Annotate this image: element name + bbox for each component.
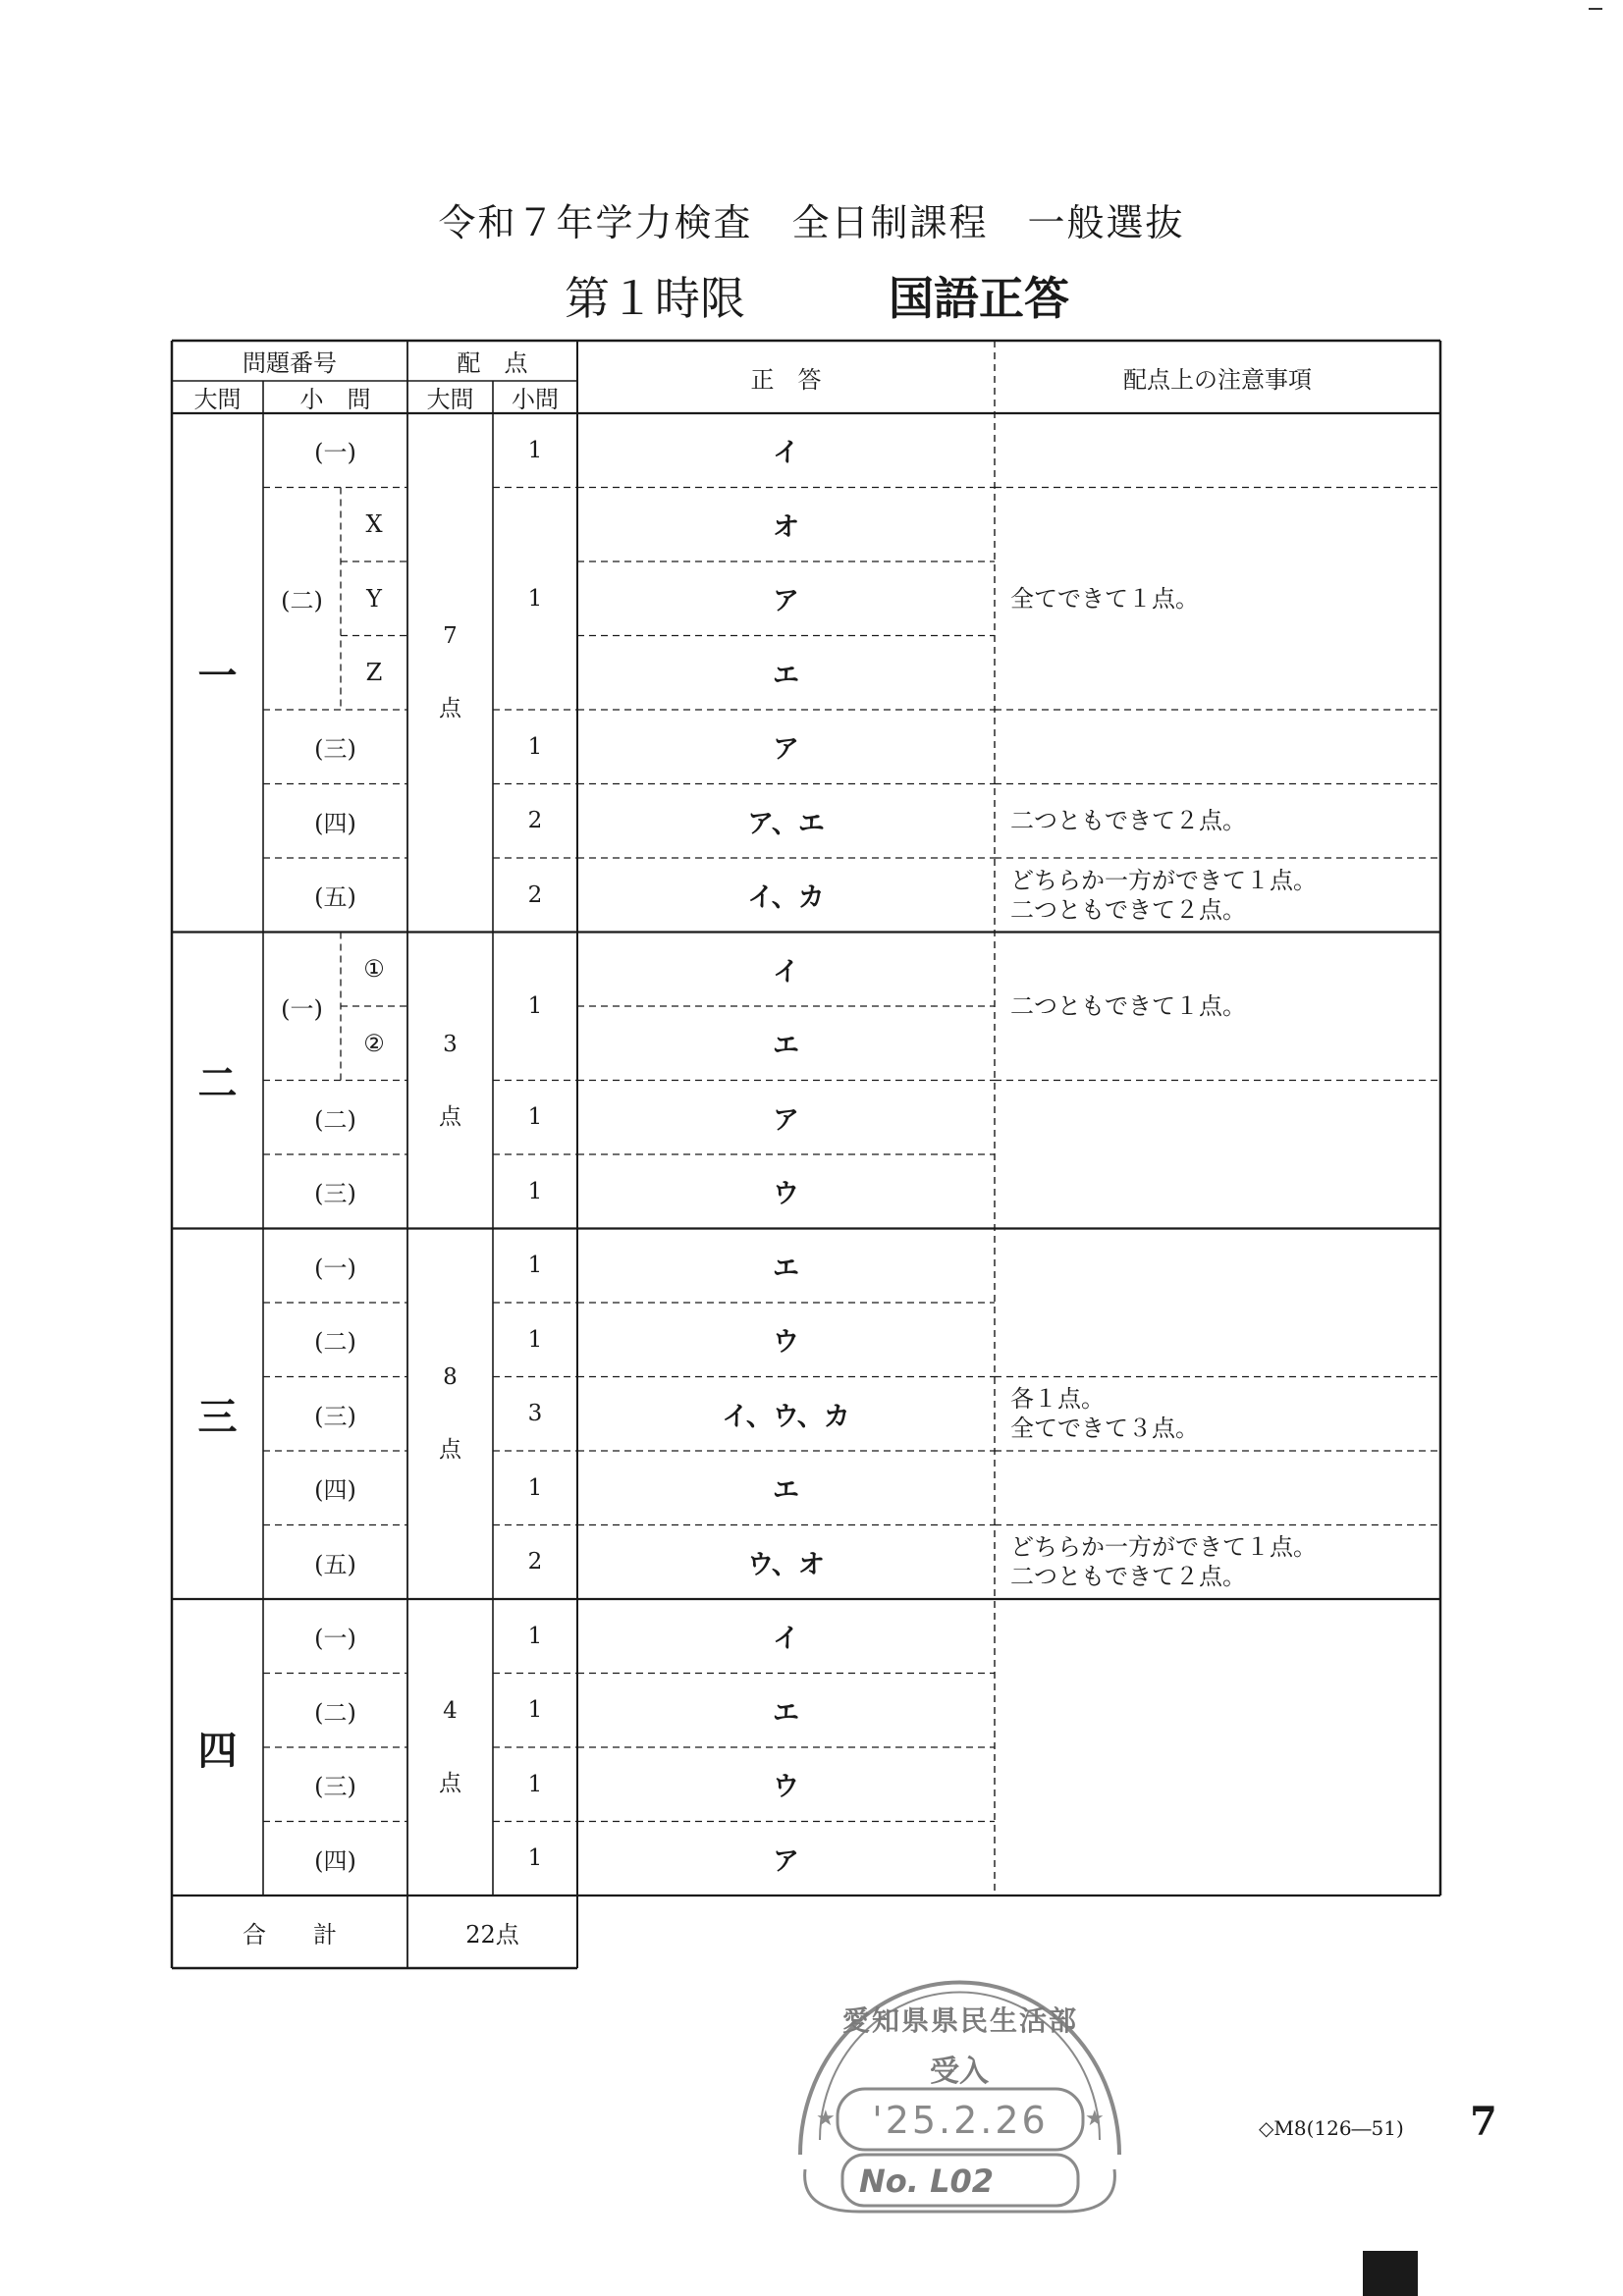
question-points: 1 bbox=[527, 1697, 543, 1724]
question-number: (四) bbox=[314, 1846, 356, 1875]
header-small-q: 小 問 bbox=[299, 386, 371, 413]
question-points: 1 bbox=[527, 1845, 543, 1872]
note-cell bbox=[1010, 858, 1440, 933]
question-points: 1 bbox=[527, 437, 543, 463]
page-number: 7 bbox=[1470, 2099, 1497, 2145]
registration-mark bbox=[1363, 2251, 1418, 2296]
section-label: 二 bbox=[197, 1061, 238, 1106]
sub-question-label: Y bbox=[366, 584, 382, 613]
question-number: (三) bbox=[314, 1180, 356, 1208]
total-value: 22点 bbox=[465, 1920, 519, 1949]
stamp-date: '25.2.26 bbox=[872, 2099, 1049, 2142]
answer-cell: ウ bbox=[773, 1772, 799, 1803]
section-points bbox=[407, 1599, 493, 1896]
answer-cell: ウ bbox=[773, 1327, 799, 1359]
question-points: 2 bbox=[527, 808, 543, 834]
note-text: 二つともできて２点。 bbox=[1010, 807, 1246, 835]
question-number: (四) bbox=[314, 1476, 356, 1505]
header-points-large: 大問 bbox=[426, 386, 474, 413]
question-number: (一) bbox=[281, 994, 323, 1023]
question-number: (二) bbox=[314, 1328, 356, 1357]
section-points-unit: 点 bbox=[439, 1103, 461, 1130]
question-number: (二) bbox=[281, 587, 323, 615]
question-points: 1 bbox=[527, 1178, 543, 1204]
note-text: 全てできて１点。 bbox=[1010, 584, 1199, 613]
answer-cell: ア bbox=[773, 734, 799, 766]
section-points-unit: 点 bbox=[439, 696, 461, 722]
stamp-received: 受入 bbox=[930, 2055, 989, 2089]
header-notes: 配点上の注意事項 bbox=[1123, 365, 1312, 394]
answer-cell: エ bbox=[773, 660, 799, 691]
question-number: (三) bbox=[314, 1402, 356, 1430]
answer-cell: エ bbox=[773, 1697, 799, 1729]
question-points: 1 bbox=[527, 1771, 543, 1797]
stamp-number: No. L02 bbox=[859, 2163, 994, 2200]
answer-cell: ア bbox=[773, 586, 799, 617]
answer-cell: ウ、オ bbox=[747, 1549, 825, 1580]
answer-cell: イ、カ bbox=[747, 882, 825, 914]
answer-cell: イ bbox=[773, 438, 799, 469]
note-text: 各１点。 全てできて３点。 bbox=[1010, 1385, 1199, 1443]
question-points: 1 bbox=[527, 733, 543, 760]
header-points: 配 点 bbox=[457, 349, 528, 377]
section-label: 三 bbox=[197, 1394, 238, 1440]
question-number: (四) bbox=[314, 809, 356, 837]
answer-cell: エ bbox=[773, 1475, 799, 1507]
answer-cell: ア、エ bbox=[747, 808, 825, 839]
note-cell bbox=[1010, 488, 1440, 711]
header-problem-no: 問題番号 bbox=[243, 349, 337, 377]
answer-cell: ア bbox=[773, 1104, 799, 1136]
section-points bbox=[407, 1229, 493, 1600]
svg-text:★: ★ bbox=[1085, 2107, 1105, 2131]
answer-cell: ア bbox=[773, 1845, 799, 1877]
note-text: どちらか一方ができて１点。 二つともできて２点。 bbox=[1010, 866, 1317, 924]
note-text: 二つともできて１点。 bbox=[1010, 992, 1246, 1020]
question-points: 2 bbox=[527, 881, 543, 908]
question-number: (五) bbox=[314, 1550, 356, 1578]
question-points: 1 bbox=[527, 585, 543, 612]
answer-cell: イ bbox=[773, 956, 799, 988]
answer-cell: オ bbox=[773, 511, 799, 543]
answer-cell: イ、ウ、カ bbox=[722, 1401, 850, 1432]
section-label: 一 bbox=[197, 653, 238, 699]
note-text: どちらか一方ができて１点。 二つともできて２点。 bbox=[1010, 1533, 1317, 1591]
svg-text:★: ★ bbox=[816, 2107, 836, 2131]
question-number: (二) bbox=[314, 1105, 356, 1134]
question-number: (三) bbox=[314, 735, 356, 764]
answer-cell: エ bbox=[773, 1253, 799, 1284]
total-label: 合 計 bbox=[243, 1920, 337, 1949]
question-points: 1 bbox=[527, 1623, 543, 1649]
question-points: 3 bbox=[527, 1401, 543, 1427]
section-points-value: 4 bbox=[443, 1698, 458, 1724]
question-points: 1 bbox=[527, 1104, 543, 1131]
question-points: 2 bbox=[527, 1549, 543, 1575]
question-points: 1 bbox=[527, 1474, 543, 1501]
question-points: 1 bbox=[527, 1253, 543, 1279]
question-number: (三) bbox=[314, 1773, 356, 1801]
header-large-q: 大問 bbox=[193, 386, 242, 413]
section-label: 四 bbox=[197, 1728, 238, 1774]
received-stamp bbox=[781, 1968, 1139, 2217]
section-points bbox=[407, 933, 493, 1229]
section-points-value: 8 bbox=[443, 1364, 458, 1391]
answer-cell: エ bbox=[773, 1031, 799, 1062]
sub-question-label: ① bbox=[363, 955, 385, 984]
exam-title: 令和７年学力検査 全日制課程 一般選抜 bbox=[438, 201, 1185, 244]
question-number: (一) bbox=[314, 1625, 356, 1653]
subject-title: 国語正答 bbox=[889, 272, 1069, 325]
question-number: (二) bbox=[314, 1698, 356, 1727]
question-points: 1 bbox=[527, 1326, 543, 1353]
sub-question-label: ② bbox=[363, 1029, 385, 1057]
note-cell bbox=[1010, 1377, 1440, 1452]
document-code: ◇M8(126―51) bbox=[1259, 2116, 1404, 2140]
section-points bbox=[407, 413, 493, 933]
section-points-unit: 点 bbox=[439, 1437, 461, 1464]
answer-cell: ウ bbox=[773, 1179, 799, 1210]
note-cell bbox=[1010, 1525, 1440, 1600]
header-answer: 正 答 bbox=[750, 365, 822, 394]
stamp-org: 愛知県県民生活部 bbox=[841, 2004, 1078, 2037]
period-title: 第１時限 bbox=[565, 272, 745, 325]
section-points-unit: 点 bbox=[439, 1771, 461, 1796]
sub-question-label: X bbox=[365, 510, 383, 539]
question-points: 1 bbox=[527, 993, 543, 1019]
answer-cell: イ bbox=[773, 1624, 799, 1655]
question-number: (一) bbox=[314, 439, 356, 467]
sub-question-label: Z bbox=[365, 659, 383, 687]
note-cell bbox=[1010, 933, 1440, 1081]
question-number: (五) bbox=[314, 883, 356, 912]
section-points-value: 7 bbox=[443, 623, 458, 650]
note-cell bbox=[1010, 784, 1440, 859]
section-points-value: 3 bbox=[443, 1031, 458, 1057]
question-number: (一) bbox=[314, 1254, 356, 1282]
header-points-small: 小問 bbox=[512, 386, 559, 413]
